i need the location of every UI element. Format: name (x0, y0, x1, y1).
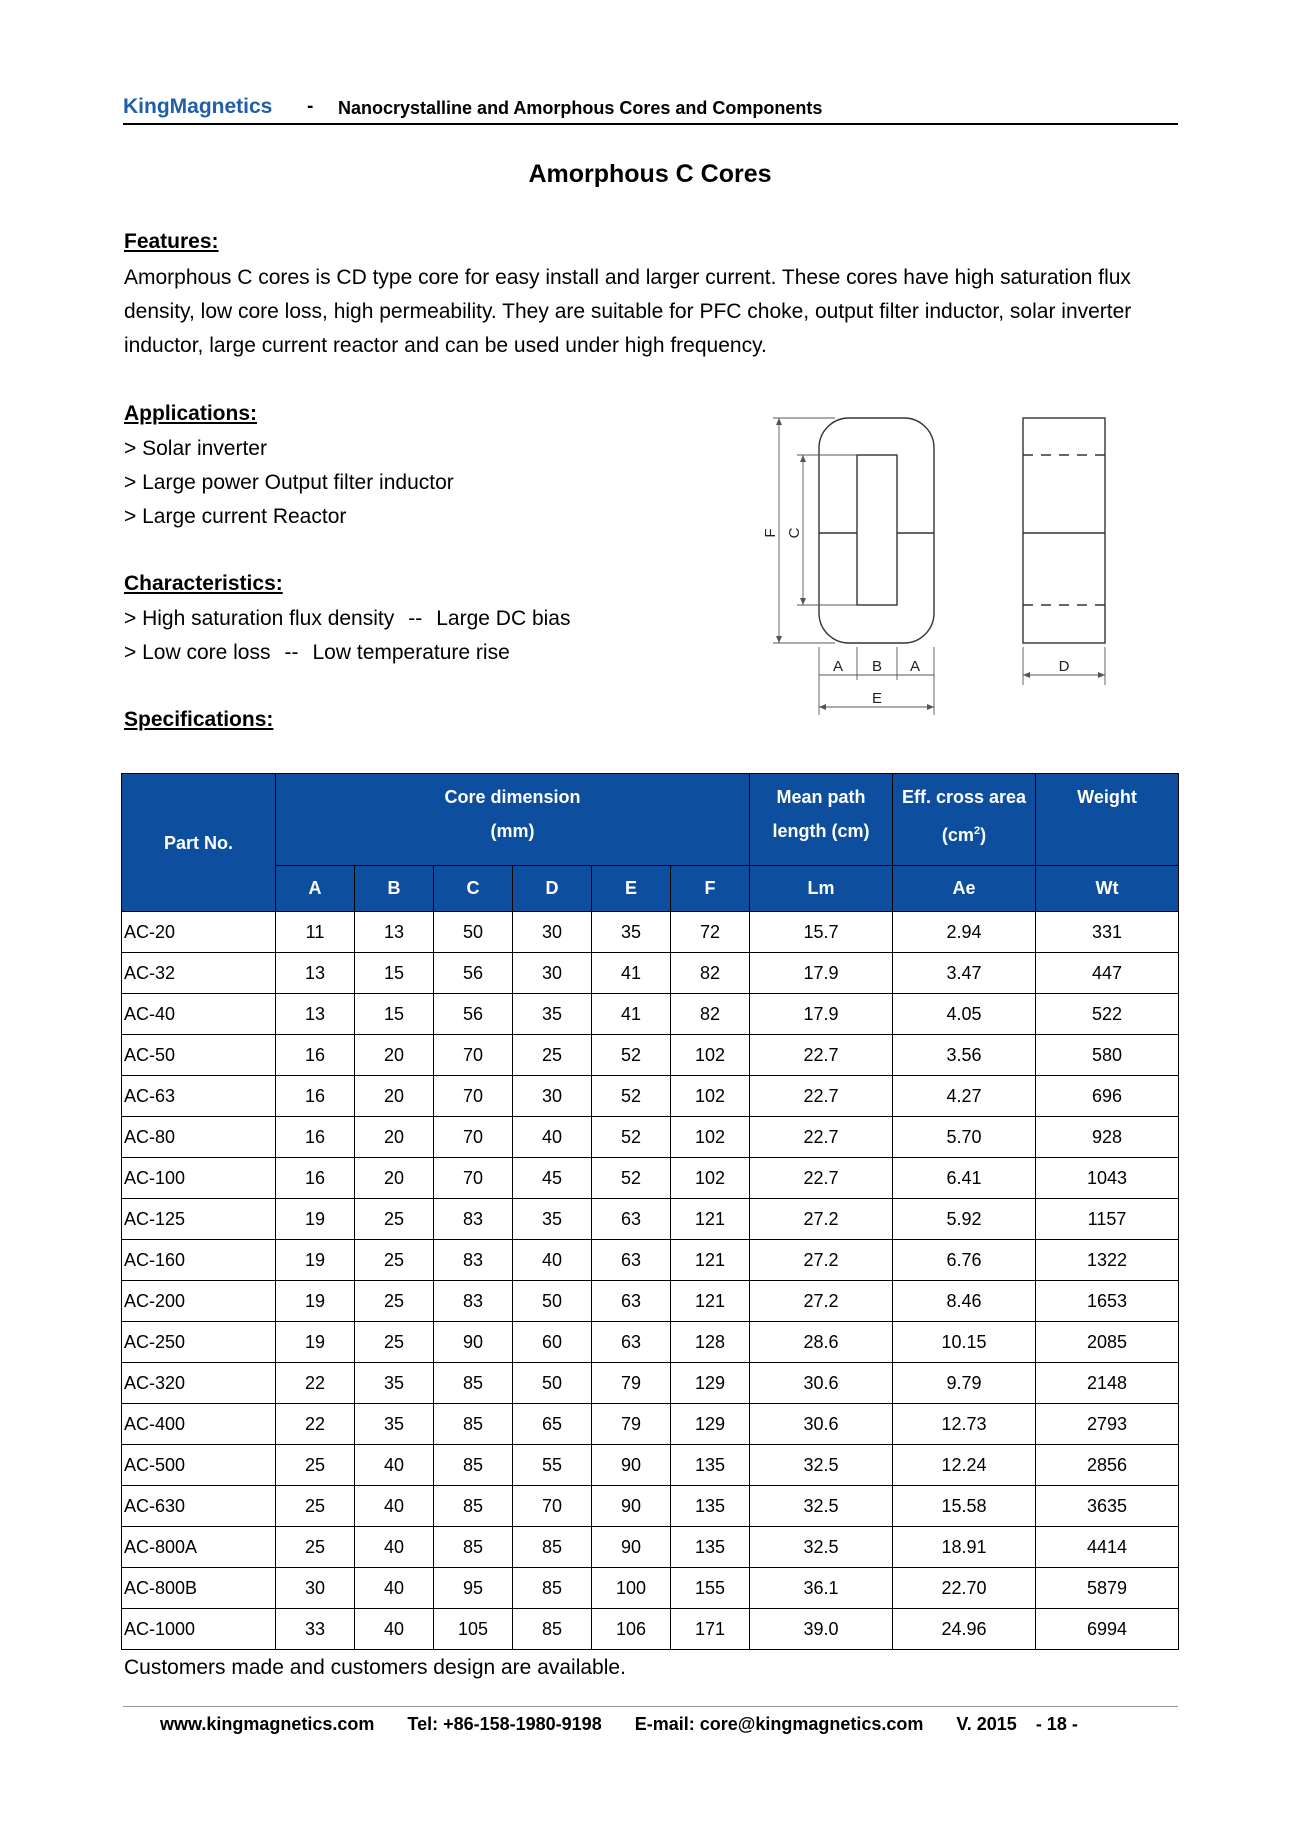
table-row (122, 1363, 1179, 1404)
table-cell: 5879 (1036, 1568, 1179, 1609)
table-cell: 85 (434, 1527, 513, 1568)
table-cell: 12.73 (893, 1404, 1036, 1445)
table-cell: 25 (355, 1240, 434, 1281)
page-title: Amorphous C Cores (528, 160, 772, 188)
table-cell: 4414 (1036, 1527, 1179, 1568)
table-cell: 1653 (1036, 1281, 1179, 1322)
table-cell: 35 (355, 1363, 434, 1404)
table-row (122, 1199, 1179, 1240)
table-cell: 79 (592, 1363, 671, 1404)
table-cell: 63 (592, 1240, 671, 1281)
table-cell: 85 (434, 1445, 513, 1486)
table-cell: 50 (513, 1281, 592, 1322)
table-cell: 1322 (1036, 1240, 1179, 1281)
table-row (122, 994, 1179, 1035)
table-cell: 25 (355, 1281, 434, 1322)
table-row (122, 1035, 1179, 1076)
footer-page-number: - 18 - (1035, 1714, 1078, 1734)
table-cell: 447 (1036, 953, 1179, 994)
table-cell: 10.15 (893, 1322, 1036, 1363)
core-window (857, 455, 897, 605)
table-cell: 6994 (1036, 1609, 1179, 1650)
table-cell: 85 (434, 1486, 513, 1527)
characteristics-list (124, 602, 570, 670)
table-cell: 106 (592, 1609, 671, 1650)
core-outline (819, 418, 934, 643)
table-cell: 696 (1036, 1076, 1179, 1117)
table-cell: 17.9 (750, 953, 893, 994)
table-cell: 32.5 (750, 1486, 893, 1527)
table-cell: 16 (276, 1035, 355, 1076)
table-row (122, 1609, 1179, 1650)
table-cell: 13 (276, 994, 355, 1035)
table-cell: 19 (276, 1322, 355, 1363)
table-cell: 90 (592, 1527, 671, 1568)
table-cell: 72 (671, 912, 750, 953)
part-number-cell: AC-500 (122, 1445, 276, 1486)
characteristic-left: > High saturation flux density (124, 607, 395, 630)
characteristic-item (124, 602, 570, 636)
table-cell: 40 (513, 1117, 592, 1158)
subheader-e: E (592, 866, 671, 912)
application-item: > Large current Reactor (124, 505, 347, 528)
part-number-cell: AC-80 (122, 1117, 276, 1158)
brand-name: KingMagnetics (123, 95, 273, 118)
features-heading: Features: (124, 230, 219, 253)
label-c: C (786, 527, 803, 539)
table-cell: 25 (355, 1199, 434, 1240)
table-cell: 2148 (1036, 1363, 1179, 1404)
table-cell: 40 (513, 1240, 592, 1281)
table-cell: 11 (276, 912, 355, 953)
table-cell: 20 (355, 1117, 434, 1158)
table-cell: 60 (513, 1322, 592, 1363)
table-cell: 129 (671, 1404, 750, 1445)
subheader-a: A (276, 866, 355, 912)
part-number-cell: AC-800A (122, 1527, 276, 1568)
table-cell: 102 (671, 1117, 750, 1158)
table-cell: 32.5 (750, 1445, 893, 1486)
subheader-f: F (671, 866, 750, 912)
table-cell: 35 (355, 1404, 434, 1445)
part-number-cell: AC-125 (122, 1199, 276, 1240)
subheader-wt: Wt (1036, 866, 1179, 912)
availability-note: Customers made and customers design are available. (124, 1656, 626, 1679)
table-cell: 25 (513, 1035, 592, 1076)
table-cell: 41 (592, 994, 671, 1035)
table-cell: 102 (671, 1076, 750, 1117)
part-number-cell: AC-200 (122, 1281, 276, 1322)
table-cell: 30 (513, 1076, 592, 1117)
table-cell: 85 (513, 1527, 592, 1568)
table-cell: 121 (671, 1199, 750, 1240)
label-b: B (871, 658, 883, 675)
table-cell: 95 (434, 1568, 513, 1609)
table-cell: 52 (592, 1076, 671, 1117)
part-number-cell: AC-63 (122, 1076, 276, 1117)
table-cell: 35 (513, 994, 592, 1035)
table-cell: 135 (671, 1486, 750, 1527)
part-number-cell: AC-50 (122, 1035, 276, 1076)
table-cell: 155 (671, 1568, 750, 1609)
features-text: Amorphous C cores is CD type core for easy install and larger current. These cores have high saturation flux density, low core loss, high permeability. They are suitable for PFC choke, output filter inductor, solar inverter inductor, large current reactor and can be used under high frequency. (124, 266, 1132, 357)
label-a-right: A (909, 658, 921, 675)
characteristic-separator: -- (408, 607, 423, 630)
table-cell: 50 (513, 1363, 592, 1404)
table-cell: 40 (355, 1445, 434, 1486)
table-cell: 82 (671, 994, 750, 1035)
table-cell: 32.5 (750, 1527, 893, 1568)
table-cell: 90 (592, 1486, 671, 1527)
table-cell: 20 (355, 1076, 434, 1117)
applications-heading: Applications: (124, 402, 258, 425)
table-cell: 85 (513, 1568, 592, 1609)
table-cell: 15.58 (893, 1486, 1036, 1527)
table-cell: 35 (592, 912, 671, 953)
table-cell: 331 (1036, 912, 1179, 953)
table-cell: 9.79 (893, 1363, 1036, 1404)
subheader-d: D (513, 866, 592, 912)
table-row (122, 1240, 1179, 1281)
table-row (122, 1322, 1179, 1363)
table-cell: 63 (592, 1199, 671, 1240)
table-cell: 25 (276, 1445, 355, 1486)
table-cell: 522 (1036, 994, 1179, 1035)
table-cell: 100 (592, 1568, 671, 1609)
table-cell: 22 (276, 1363, 355, 1404)
table-cell: 19 (276, 1199, 355, 1240)
table-cell: 52 (592, 1117, 671, 1158)
header-weight: Weight (1036, 774, 1179, 866)
table-row (122, 1445, 1179, 1486)
footer-website[interactable]: www.kingmagnetics.com (160, 1714, 375, 1734)
table-cell: 27.2 (750, 1281, 893, 1322)
table-cell: 52 (592, 1035, 671, 1076)
table-cell: 36.1 (750, 1568, 893, 1609)
characteristic-left: > Low core loss (124, 641, 271, 664)
table-cell: 12.24 (893, 1445, 1036, 1486)
table-cell: 40 (355, 1527, 434, 1568)
table-row (122, 1281, 1179, 1322)
table-cell: 70 (513, 1486, 592, 1527)
part-number-cell: AC-320 (122, 1363, 276, 1404)
table-cell: 90 (592, 1445, 671, 1486)
table-row (122, 1527, 1179, 1568)
part-number-cell: AC-250 (122, 1322, 276, 1363)
table-cell: 27.2 (750, 1240, 893, 1281)
table-cell: 928 (1036, 1117, 1179, 1158)
table-row (122, 1158, 1179, 1199)
table-cell: 15 (355, 994, 434, 1035)
table-cell: 70 (434, 1117, 513, 1158)
table-cell: 63 (592, 1281, 671, 1322)
table-cell: 25 (276, 1527, 355, 1568)
label-e: E (871, 690, 883, 707)
table-row (122, 1486, 1179, 1527)
subheader-b: B (355, 866, 434, 912)
table-cell: 30.6 (750, 1404, 893, 1445)
table-cell: 85 (513, 1609, 592, 1650)
table-row (122, 1117, 1179, 1158)
table-cell: 2.94 (893, 912, 1036, 953)
header-subtitle: Nanocrystalline and Amorphous Cores and Components (338, 98, 823, 118)
table-cell: 45 (513, 1158, 592, 1199)
table-cell: 580 (1036, 1035, 1179, 1076)
characteristic-separator: -- (284, 641, 299, 664)
table-cell: 135 (671, 1445, 750, 1486)
table-cell: 16 (276, 1158, 355, 1199)
table-cell: 16 (276, 1117, 355, 1158)
characteristic-right: Large DC bias (436, 607, 571, 630)
table-cell: 15.7 (750, 912, 893, 953)
table-row (122, 1076, 1179, 1117)
table-cell: 85 (434, 1363, 513, 1404)
table-cell: 105 (434, 1609, 513, 1650)
table-cell: 24.96 (893, 1609, 1036, 1650)
table-cell: 121 (671, 1240, 750, 1281)
table-cell: 3.47 (893, 953, 1036, 994)
subheader-c: C (434, 866, 513, 912)
table-cell: 27.2 (750, 1199, 893, 1240)
table-cell: 30 (276, 1568, 355, 1609)
table-cell: 3.56 (893, 1035, 1036, 1076)
page-footer (160, 1714, 1106, 1735)
table-cell: 8.46 (893, 1281, 1036, 1322)
table-cell: 18.91 (893, 1527, 1036, 1568)
table-cell: 13 (355, 912, 434, 953)
table-cell: 4.05 (893, 994, 1036, 1035)
table-cell: 2793 (1036, 1404, 1179, 1445)
table-cell: 40 (355, 1568, 434, 1609)
part-number-cell: AC-20 (122, 912, 276, 953)
table-cell: 22.7 (750, 1035, 893, 1076)
table-cell: 15 (355, 953, 434, 994)
table-cell: 5.92 (893, 1199, 1036, 1240)
table-cell: 22.7 (750, 1117, 893, 1158)
table-cell: 22 (276, 1404, 355, 1445)
table-cell: 40 (355, 1486, 434, 1527)
label-d: D (1058, 658, 1070, 675)
table-cell: 85 (434, 1404, 513, 1445)
table-cell: 16 (276, 1076, 355, 1117)
table-cell: 102 (671, 1158, 750, 1199)
page-header (123, 95, 1178, 125)
table-cell: 13 (276, 953, 355, 994)
table-cell: 83 (434, 1281, 513, 1322)
table-cell: 55 (513, 1445, 592, 1486)
characteristic-right: Low temperature rise (312, 641, 510, 664)
table-cell: 20 (355, 1035, 434, 1076)
table-cell: 63 (592, 1322, 671, 1363)
table-cell: 2085 (1036, 1322, 1179, 1363)
table-cell: 70 (434, 1158, 513, 1199)
table-cell: 22.7 (750, 1158, 893, 1199)
part-number-cell: AC-160 (122, 1240, 276, 1281)
table-cell: 30 (513, 912, 592, 953)
table-cell: 3635 (1036, 1486, 1179, 1527)
table-cell: 129 (671, 1363, 750, 1404)
table-cell: 40 (355, 1609, 434, 1650)
table-cell: 83 (434, 1199, 513, 1240)
header-eff-cross-area: Eff. cross area $(cm^2)$ (893, 774, 1036, 866)
specifications-table (121, 773, 1179, 1650)
label-f: F (762, 528, 779, 538)
table-cell: 5.70 (893, 1117, 1036, 1158)
part-number-cell: AC-100 (122, 1158, 276, 1199)
footer-tel: Tel: +86-158-1980-9198 (407, 1714, 602, 1734)
header-core-dimension: Core dimension (mm) (276, 774, 750, 866)
table-cell: 4.27 (893, 1076, 1036, 1117)
header-part-no: Part No. (122, 774, 276, 912)
table-cell: 56 (434, 994, 513, 1035)
subheader-lm: Lm (750, 866, 893, 912)
table-cell: 128 (671, 1322, 750, 1363)
part-number-cell: AC-32 (122, 953, 276, 994)
table-cell: 25 (355, 1322, 434, 1363)
table-cell: 56 (434, 953, 513, 994)
table-cell: 1157 (1036, 1199, 1179, 1240)
table-cell: 52 (592, 1158, 671, 1199)
table-cell: 121 (671, 1281, 750, 1322)
table-cell: 17.9 (750, 994, 893, 1035)
label-a-left: A (832, 658, 844, 675)
table-cell: 6.41 (893, 1158, 1036, 1199)
footer-email[interactable]: E-mail: core@kingmagnetics.com (634, 1714, 924, 1734)
part-number-cell: AC-1000 (122, 1609, 276, 1650)
table-cell: 22.70 (893, 1568, 1036, 1609)
table-cell: 70 (434, 1076, 513, 1117)
table-cell: 90 (434, 1322, 513, 1363)
applications-list (124, 432, 454, 534)
footer-divider (123, 1706, 1178, 1707)
table-cell: 30.6 (750, 1363, 893, 1404)
table-cell: 22.7 (750, 1076, 893, 1117)
table-cell: 28.6 (750, 1322, 893, 1363)
table-cell: 39.0 (750, 1609, 893, 1650)
table-cell: 6.76 (893, 1240, 1036, 1281)
table-cell: 83 (434, 1240, 513, 1281)
header-separator: - (307, 96, 314, 117)
part-number-cell: AC-40 (122, 994, 276, 1035)
table-cell: 2856 (1036, 1445, 1179, 1486)
c-core-dimension-diagram (745, 405, 1125, 725)
part-number-cell: AC-630 (122, 1486, 276, 1527)
header-mean-path: Mean path length (cm) (750, 774, 893, 866)
characteristic-item (124, 636, 570, 670)
part-number-cell: AC-800B (122, 1568, 276, 1609)
table-cell: 102 (671, 1035, 750, 1076)
table-cell: 20 (355, 1158, 434, 1199)
table-cell: 35 (513, 1199, 592, 1240)
table-cell: 1043 (1036, 1158, 1179, 1199)
table-cell: 25 (276, 1486, 355, 1527)
table-row (122, 1404, 1179, 1445)
table-cell: 65 (513, 1404, 592, 1445)
specifications-heading: Specifications: (124, 708, 274, 731)
table-cell: 79 (592, 1404, 671, 1445)
table-row (122, 953, 1179, 994)
table-cell: 41 (592, 953, 671, 994)
characteristics-heading: Characteristics: (124, 572, 283, 595)
core-side-view (1023, 418, 1105, 643)
table-cell: 50 (434, 912, 513, 953)
table-row (122, 912, 1179, 953)
table-cell: 70 (434, 1035, 513, 1076)
table-cell: 135 (671, 1527, 750, 1568)
part-number-cell: AC-400 (122, 1404, 276, 1445)
table-cell: 82 (671, 953, 750, 994)
application-item: > Solar inverter (124, 437, 267, 460)
table-cell: 19 (276, 1240, 355, 1281)
footer-version: V. 2015 (956, 1714, 1017, 1734)
table-cell: 33 (276, 1609, 355, 1650)
table-row (122, 1568, 1179, 1609)
subheader-ae: Ae (893, 866, 1036, 912)
table-cell: 30 (513, 953, 592, 994)
table-cell: 171 (671, 1609, 750, 1650)
table-cell: 19 (276, 1281, 355, 1322)
application-item: > Large power Output filter inductor (124, 471, 454, 494)
